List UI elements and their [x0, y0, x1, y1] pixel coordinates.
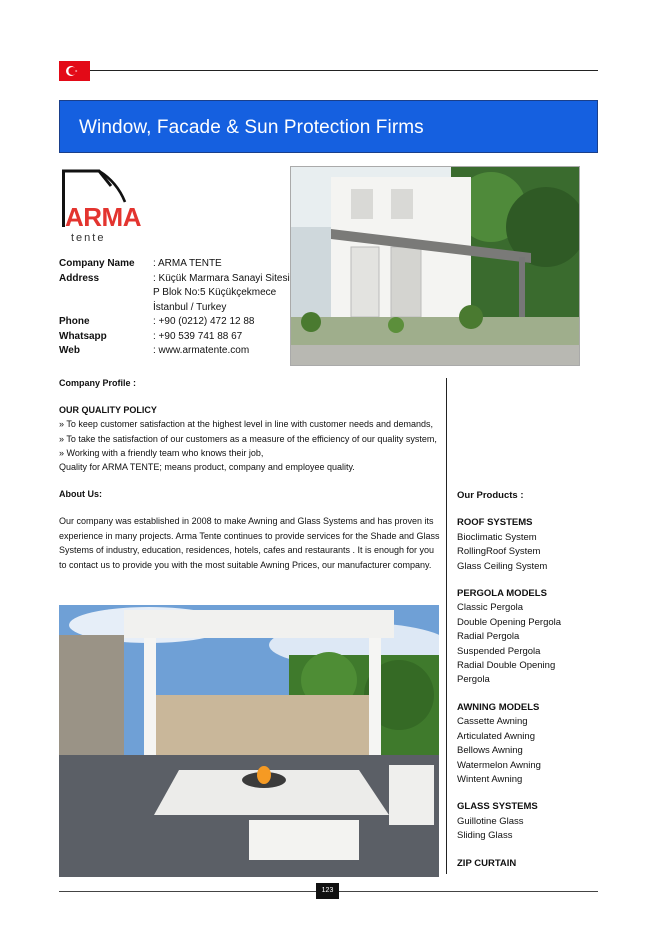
- info-row-whatsapp: [59, 330, 290, 345]
- info-value: : ARMA TENTE: [153, 258, 222, 269]
- product-item: Double Opening Pergola: [457, 616, 562, 628]
- header-rule: [90, 70, 598, 71]
- policy-item: » To take the satisfaction of our customers as a measure of the efficiency of our quality system,: [59, 433, 437, 444]
- info-label: Company Name: [59, 258, 135, 269]
- info-value: : +90 (0212) 472 12 88: [153, 316, 255, 327]
- info-row-phone: [59, 315, 290, 330]
- page-number: 123: [316, 883, 339, 899]
- products-heading: Our Products :: [457, 490, 524, 501]
- company-info: [59, 257, 290, 359]
- product-item: Guillotine Glass: [457, 815, 524, 827]
- info-row-address: [59, 272, 290, 316]
- info-value: : +90 539 741 88 67: [153, 330, 243, 342]
- company-profile: [59, 376, 444, 572]
- turkey-flag-icon: [59, 61, 90, 81]
- info-label: Address: [59, 272, 100, 284]
- info-row-web: [59, 344, 290, 359]
- category-title: PERGOLA MODELS: [457, 588, 547, 600]
- product-item: Bellows Awning: [457, 745, 523, 757]
- info-row-name: [59, 257, 290, 272]
- category-roof: [457, 516, 597, 574]
- info-label: Phone: [59, 316, 90, 327]
- category-zip: [457, 857, 597, 871]
- category-title: AWNING MODELS: [457, 701, 540, 713]
- product-item: Wintent Awning: [457, 773, 523, 785]
- product-item: RollingRoof System: [457, 546, 541, 558]
- about-text: Our company was established in 2008 to make Awning and Glass Systems and has proven its experience in many projects. Arma Tente continues to provide services for the Shade and Glass Systems of industry, education, residences, hotels, cafes and restaurants . It is enough for you to contact us to provide you with the most suitable Awning Prices, our manufacturer company.: [59, 516, 440, 570]
- logo-sub: tente: [71, 232, 106, 244]
- title-band: [59, 100, 598, 153]
- category-pergola: [457, 587, 597, 688]
- category-title: GLASS SYSTEMS: [457, 801, 538, 813]
- info-label: Web: [59, 345, 80, 356]
- company-logo: [59, 168, 169, 244]
- house-pergola-photo: [290, 166, 580, 366]
- page-title: Window, Facade & Sun Protection Firms: [79, 117, 424, 138]
- logo-brand: ARMA: [65, 202, 141, 232]
- category-title: ROOF SYSTEMS: [457, 517, 533, 529]
- info-value: : Küçük Marmara Sanayi Sitesi P Blok No:5 Küçükçekmece İstanbul / Turkey: [153, 272, 290, 313]
- product-item: Radial Double Opening: [457, 660, 556, 672]
- product-item: Watermelon Awning: [457, 759, 541, 771]
- policy-item: Quality for ARMA TENTE; means product, company and employee quality.: [59, 462, 355, 473]
- column-divider: [446, 378, 447, 874]
- product-item: Suspended Pergola: [457, 645, 541, 657]
- policy-heading: OUR QUALITY POLICY: [59, 405, 157, 416]
- website-link[interactable]: : www.armatente.com: [153, 345, 250, 356]
- profile-heading: Company Profile :: [59, 378, 137, 388]
- product-item: Sliding Glass: [457, 830, 513, 842]
- product-item: Classic Pergola: [457, 602, 523, 614]
- category-glass: [457, 800, 597, 843]
- product-item: Pergola: [457, 674, 490, 686]
- category-title: ZIP CURTAIN: [457, 857, 517, 869]
- product-item: Glass Ceiling System: [457, 560, 548, 572]
- about-heading: About Us:: [59, 489, 102, 500]
- info-label: Whatsapp: [59, 330, 107, 342]
- products-list: [457, 489, 597, 871]
- product-item: Articulated Awning: [457, 730, 535, 742]
- product-item: Radial Pergola: [457, 631, 520, 643]
- policy-item: » Working with a friendly team who knows their job,: [59, 447, 264, 458]
- product-item: Bioclimatic System: [457, 531, 537, 543]
- category-awning: [457, 701, 597, 787]
- product-item: Cassette Awning: [457, 716, 528, 728]
- terrace-pergola-photo: [59, 605, 439, 877]
- policy-item: » To keep customer satisfaction at the highest level in line with customer needs and demands,: [59, 419, 434, 430]
